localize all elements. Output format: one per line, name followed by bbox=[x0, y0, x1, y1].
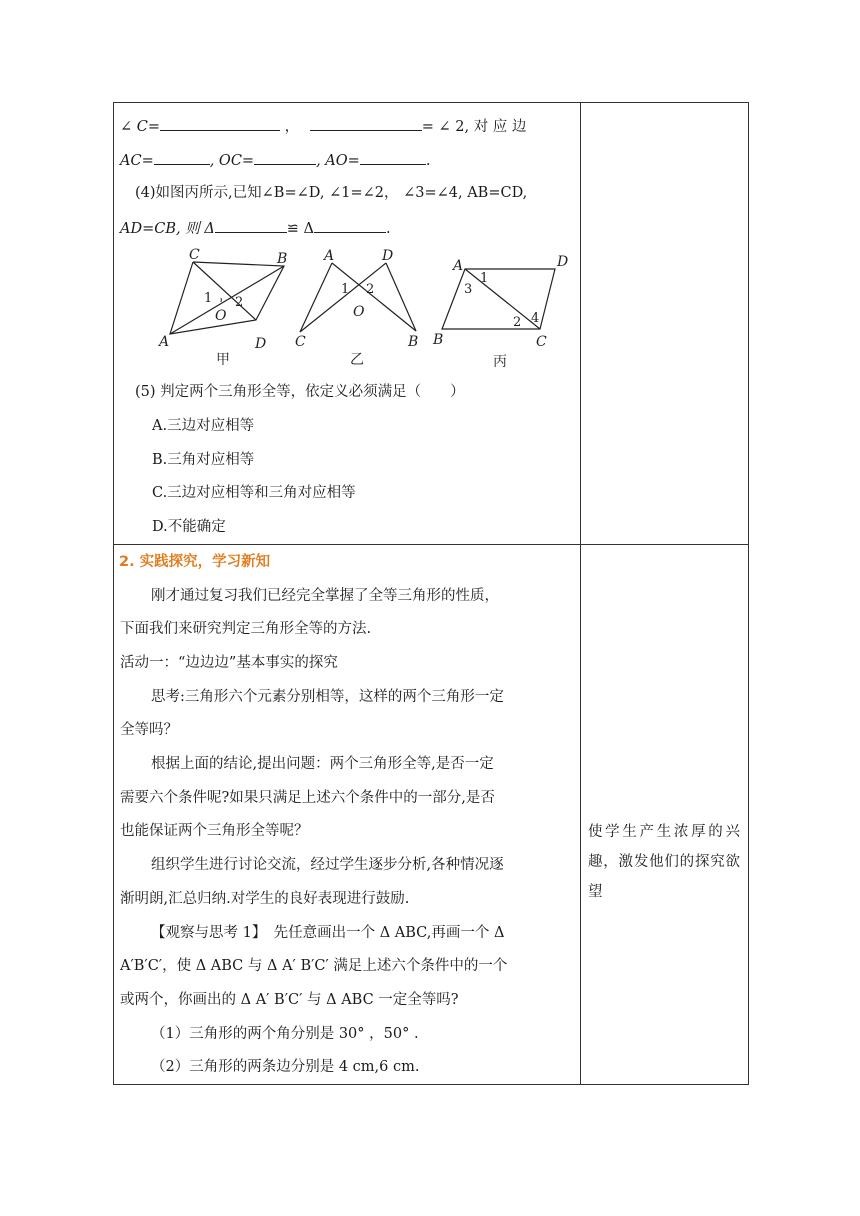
fig-jia-caption: 甲 bbox=[216, 352, 230, 368]
fig-bing-label-c: C bbox=[536, 334, 547, 350]
fig-bing-label-a: A bbox=[453, 258, 464, 274]
organize-line-1: 组织学生进行讨论交流，经过学生逐步分析,各种情况逐 bbox=[151, 857, 504, 873]
fig-yi-label-c: C bbox=[295, 334, 306, 350]
fig-jia-label-c: C bbox=[189, 247, 200, 263]
fig-jia-label-o: O bbox=[215, 308, 227, 324]
figure-bing bbox=[432, 254, 568, 370]
fig-yi-label-b: B bbox=[408, 334, 419, 350]
correspondence-line-1: ∠ C= ， = ∠ 2, 对 应 边 bbox=[120, 116, 526, 136]
fig-bing-label-1: 1 bbox=[480, 271, 489, 286]
correspondence-line-2: AC= , OC= , AO= . bbox=[120, 150, 430, 170]
fig-jia-label-a: A bbox=[159, 334, 170, 350]
question-4-line-2: AD=CB, 则 Δ ≌ Δ . bbox=[120, 218, 391, 238]
table-border-bottom bbox=[113, 1084, 749, 1085]
fig-jia-label-d: D bbox=[255, 336, 267, 352]
fig-yi-caption: 乙 bbox=[350, 352, 364, 368]
think-line-2: 全等吗？ bbox=[120, 722, 178, 738]
lesson-table bbox=[113, 102, 749, 1085]
option-b: B.三角对应相等 bbox=[152, 452, 255, 468]
option-a: A.三边对应相等 bbox=[152, 418, 255, 434]
fig-bing-label-4: 4 bbox=[531, 311, 540, 326]
side-note: 使学生产生浓厚的兴趣，激发他们的探究欲望 bbox=[588, 824, 740, 900]
table-column-divider bbox=[580, 102, 581, 1085]
organize-line-2: 渐明朗,汇总归纳.对学生的良好表现进行鼓励. bbox=[120, 891, 410, 907]
think-line-1: 思考:三角形六个元素分别相等，这样的两个三角形一定 bbox=[151, 689, 504, 705]
condition-2: （2）三角形的两条边分别是 4 cm,6 cm. bbox=[151, 1059, 420, 1075]
activity-heading: 活动一：“边边边”基本事实的探究 bbox=[120, 655, 338, 671]
question-4-line-1: (4)如图丙所示,已知∠B=∠D, ∠1=∠2， ∠3=∠4, AB=CD, bbox=[135, 185, 528, 201]
figures-svg bbox=[113, 102, 580, 544]
fig-jia-label-1: 1 bbox=[204, 291, 213, 306]
angle-c-label: ∠ C= bbox=[120, 119, 161, 135]
table-row-divider bbox=[113, 544, 749, 545]
fig-bing-label-d: D bbox=[557, 254, 569, 270]
fig-yi-label-2: 2 bbox=[366, 282, 375, 297]
intro-line-1: 刚才通过复习我们已经完全掌握了全等三角形的性质， bbox=[151, 588, 499, 604]
observe-line-1: 【观察与思考 1】 先任意画出一个 Δ ABC,再画一个 Δ bbox=[151, 925, 505, 941]
intro-line-2: 下面我们来研究判定三角形全等的方法. bbox=[120, 621, 372, 637]
section-title: 2. 实践探究，学习新知 bbox=[119, 554, 271, 570]
fig-yi-label-d: D bbox=[382, 248, 394, 264]
table-border-right bbox=[748, 102, 749, 1085]
question-line-3: 也能保证两个三角形全等呢？ bbox=[120, 823, 309, 839]
fig-bing-caption: 丙 bbox=[493, 354, 507, 370]
observe-line-2: A′B′C′，使 Δ ABC 与 Δ A′ B′C′ 满足上述六个条件中的一个 bbox=[120, 958, 508, 974]
option-c: C.三边对应相等和三角对应相等 bbox=[152, 485, 356, 501]
option-d: D.不能确定 bbox=[152, 519, 226, 535]
fig-yi-label-1: 1 bbox=[341, 282, 350, 297]
fig-bing-label-3: 3 bbox=[464, 282, 473, 297]
corresponding-sides-label: = ∠ 2, 对 应 边 bbox=[421, 119, 527, 135]
fig-bing-label-b: B bbox=[433, 332, 444, 348]
figure-jia bbox=[157, 247, 287, 368]
fig-bing-label-2: 2 bbox=[513, 315, 522, 330]
fig-yi-label-o: O bbox=[353, 304, 365, 320]
fig-yi-label-a: A bbox=[324, 248, 335, 264]
figure-yi bbox=[295, 248, 418, 368]
question-5: (5) 判定两个三角形全等，依定义必须满足（ ） bbox=[135, 384, 465, 400]
question-line-2: 需要六个条件呢?如果只满足上述六个条件中的一部分,是否 bbox=[120, 790, 495, 806]
fig-jia-label-b: B bbox=[277, 251, 288, 267]
question-line-1: 根据上面的结论,提出问题：两个三角形全等,是否一定 bbox=[151, 756, 494, 772]
condition-1: （1）三角形的两个角分别是 30° ，50° . bbox=[151, 1026, 419, 1042]
fig-jia-label-2: 2 bbox=[235, 295, 244, 310]
observe-line-3: 或两个，你画出的 Δ A′ B′C′ 与 Δ ABC 一定全等吗? bbox=[120, 992, 459, 1008]
